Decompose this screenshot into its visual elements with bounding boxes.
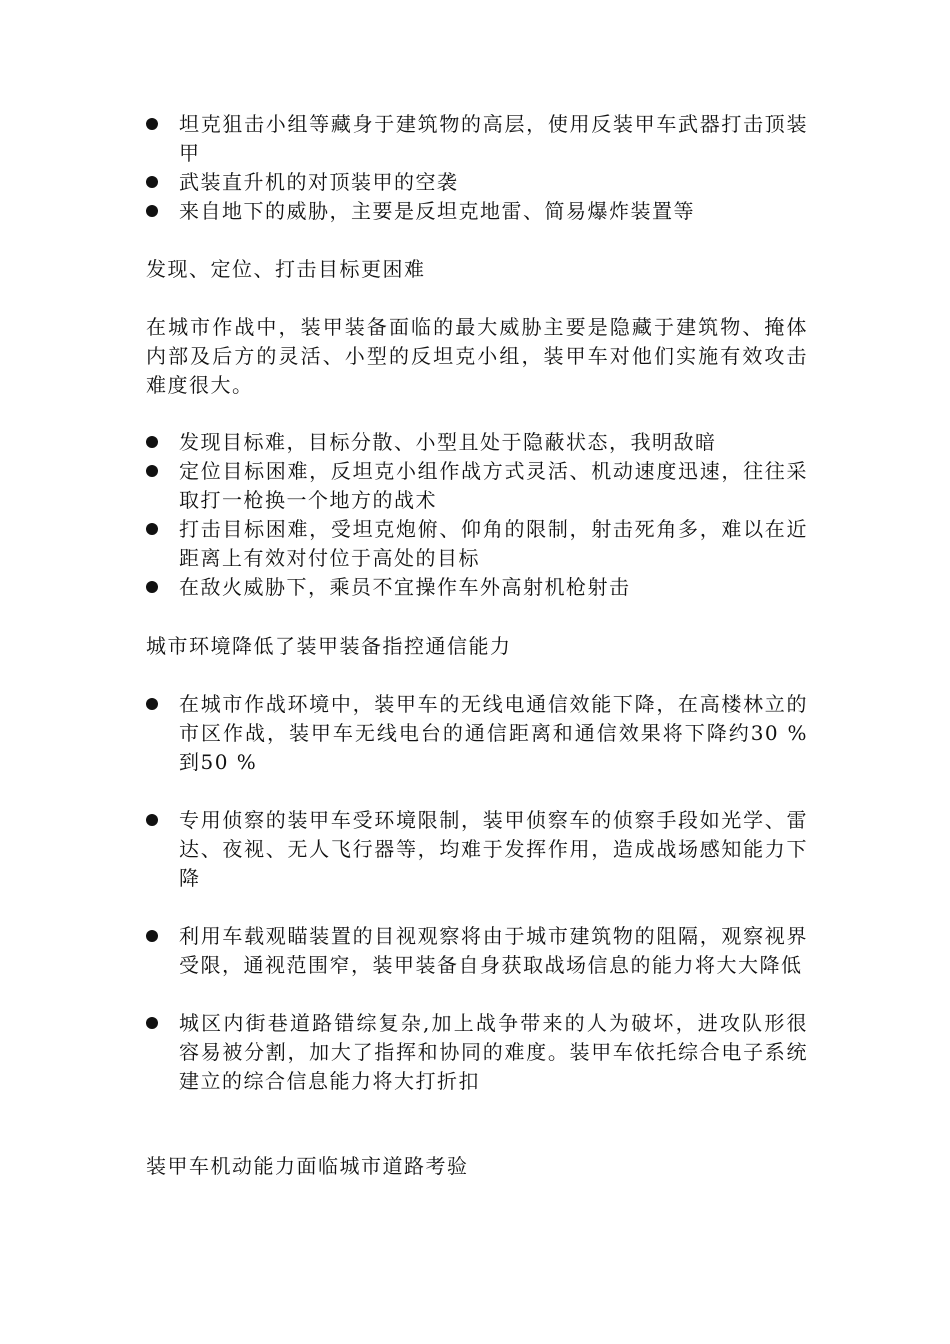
list-item — [146, 515, 808, 573]
bullet-icon — [146, 436, 158, 448]
section-heading-communications: 城市环境降低了装甲装备指控通信能力 — [146, 634, 512, 658]
list-item — [146, 573, 808, 602]
section-heading-mobility: 装甲车机动能力面临城市道路考验 — [146, 1154, 469, 1178]
list-item-text: 城区内街巷道路错综复杂,加上战争带来的人为破坏，进攻队形很容易被分割，加大了指挥和协同的难度。装甲车依托综合电子系统建立的综合信息能力将大打折扣 — [179, 1011, 808, 1093]
communication-bullet-list — [146, 690, 808, 1096]
bullet-icon — [146, 465, 158, 477]
section-heading-targets: 发现、定位、打击目标更困难 — [146, 257, 426, 281]
bullet-icon — [146, 205, 158, 217]
bullet-icon — [146, 698, 158, 710]
bullet-icon — [146, 581, 158, 593]
bullet-icon — [146, 523, 158, 535]
list-item — [146, 110, 808, 168]
list-item-text: 在敌火威胁下，乘员不宜操作车外高射机枪射击 — [179, 575, 631, 599]
list-item — [146, 690, 808, 777]
list-item — [146, 1009, 808, 1096]
list-item — [146, 922, 808, 980]
list-item-text: 坦克狙击小组等藏身于建筑物的高层，使用反装甲车武器打击顶装甲 — [179, 112, 808, 165]
list-item — [146, 197, 808, 226]
bullet-icon — [146, 1017, 158, 1029]
list-item-text: 武装直升机的对顶装甲的空袭 — [179, 170, 459, 194]
bullet-icon — [146, 814, 158, 826]
list-item-text: 专用侦察的装甲车受环境限制，装甲侦察车的侦察手段如光学、雷达、夜视、无人飞行器等，均难于发挥作用，造成战场感知能力下降 — [179, 808, 808, 890]
target-difficulty-list — [146, 428, 808, 602]
list-item — [146, 168, 808, 197]
bullet-icon — [146, 118, 158, 130]
list-item-text: 在城市作战环境中，装甲车的无线电通信效能下降，在高楼林立的市区作战，装甲车无线电台的通信距离和通信效果将下降约30 %到50 % — [179, 692, 808, 774]
threat-bullet-list — [146, 110, 808, 226]
list-item-text: 发现目标难，目标分散、小型且处于隐蔽状态，我明敌暗 — [179, 430, 717, 454]
list-item — [146, 457, 808, 515]
list-item — [146, 428, 808, 457]
list-item-text: 定位目标困难，反坦克小组作战方式灵活、机动速度迅速，往往采取打一枪换一个地方的战术 — [179, 459, 808, 512]
list-item-text: 利用车载观瞄装置的目视观察将由于城市建筑物的阻隔，观察视界受限，通视范围窄，装甲装备自身获取战场信息的能力将大大降低 — [179, 924, 808, 977]
bullet-icon — [146, 176, 158, 188]
list-item-text: 来自地下的威胁，主要是反坦克地雷、简易爆炸装置等 — [179, 199, 695, 223]
bullet-icon — [146, 930, 158, 942]
list-item — [146, 806, 808, 893]
list-item-text: 打击目标困难，受坦克炮俯、仰角的限制，射击死角多，难以在近距离上有效对付位于高处的目标 — [179, 517, 808, 570]
paragraph-urban-threats: 在城市作战中，装甲装备面临的最大威胁主要是隐藏于建筑物、掩体内部及后方的灵活、小型的反坦克小组，装甲车对他们实施有效攻击难度很大。 — [146, 315, 808, 397]
